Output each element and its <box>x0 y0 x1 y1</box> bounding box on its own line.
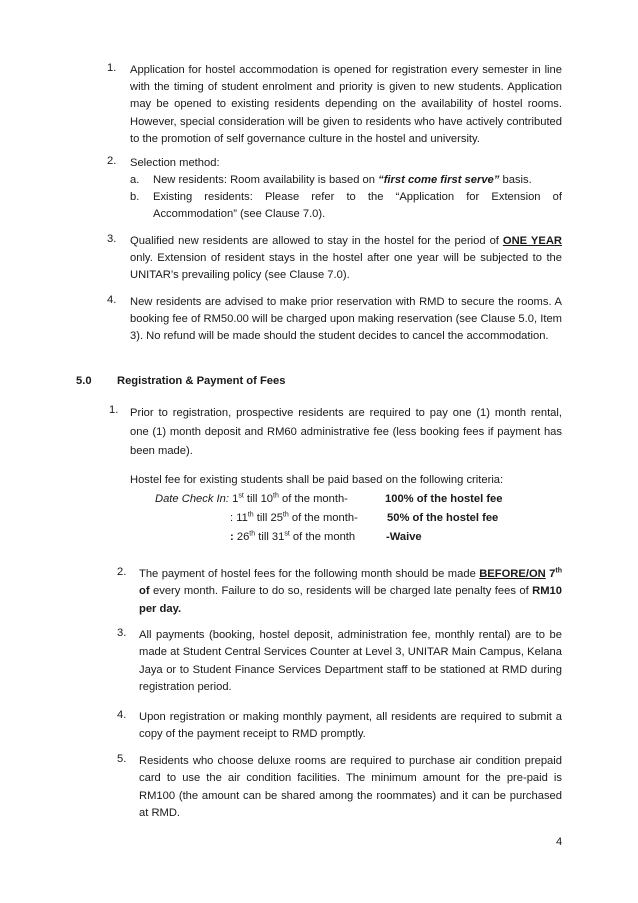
text-run: till 10 <box>243 493 274 505</box>
list-number: 4. <box>107 294 117 306</box>
emphasis: ONE YEAR <box>502 235 562 247</box>
text-run: New residents: Room availability is based on <box>153 174 379 186</box>
sub-item <box>130 189 562 225</box>
text-run: The payment of hostel fees for the following month should be made <box>139 568 480 580</box>
paragraph: Prior to registration, prospective residents are required to pay one (1) month rental, one (1) month deposit and RM60 administrative fee (less booking fees if payment has been made). <box>130 407 562 457</box>
list-number: 2. <box>117 566 127 578</box>
text-run: : <box>230 512 237 524</box>
text-run: of the month- <box>278 493 348 505</box>
list-number: 1. <box>107 62 117 74</box>
paragraph: New residents are advised to make prior reservation with RMD to secure the rooms. A booking fee of RM50.00 will be charged upon making reservation (see Clause 5.0, Item 3). No refund will be made should the student decides to cancel the accommodation. <box>130 296 562 343</box>
text-run: 11 <box>236 512 248 524</box>
sub-item-text: Existing residents: Please refer to the “Application for Extension of Accommodation” (see Clause 7.0). <box>153 191 562 221</box>
list-number: 3. <box>117 627 127 639</box>
emphasis: BEFORE/ON <box>479 568 546 580</box>
list-number: 5. <box>117 753 127 765</box>
paragraph: Application for hostel accommodation is opened for registration every semester in line with the timing of student enrolment and priority is given to new students. Application may be opened to existing residents depending on the availability of hostel rooms. However, special consideration will be given to residents who have actively contributed to the promotion of self governance culture in the hostel and university. <box>130 64 562 145</box>
text-run: 26 <box>236 531 250 543</box>
superscript: th <box>247 511 254 519</box>
criteria-fee: 100% of the hostel fee <box>385 493 503 505</box>
text-run: basis. <box>499 174 532 186</box>
paragraph <box>130 233 562 285</box>
paragraph <box>139 566 562 618</box>
section-number: 5.0 <box>76 375 92 387</box>
text-run: 1 <box>232 493 239 505</box>
text-run: of the month <box>289 531 356 543</box>
page-number: 4 <box>556 836 563 848</box>
text-run: till 31 <box>255 531 285 543</box>
emphasis: “first come first serve” <box>378 174 500 186</box>
text-run: of the month- <box>288 512 358 524</box>
emphasis: of <box>139 585 150 598</box>
criteria-label: Date Check In: <box>155 493 233 505</box>
criteria-row <box>155 493 348 505</box>
emphasis: 7 <box>549 568 556 580</box>
list-number: 2. <box>107 155 117 167</box>
sub-item-text <box>153 172 562 189</box>
section-title: Registration & Payment of Fees <box>117 375 286 387</box>
paragraph: All payments (booking, hostel deposit, administration fee, monthly rental) are to be made at Student Central Services Counter at Level 3, UNITAR Main Campus, Kelana Jaya or to Student Finance Services Department staff to be stationed at RMD during registration period. <box>139 629 562 694</box>
superscript: th <box>249 530 256 538</box>
text-run: every month. Failure to do so, residents will be charged late penalty fees of <box>149 585 533 598</box>
criteria-intro: Hostel fee for existing students shall be paid based on the following criteria: <box>130 474 504 486</box>
text-run: Qualified new residents are allowed to stay in the hostel for the period of <box>130 235 503 247</box>
criteria-row <box>230 512 358 524</box>
list-number: 3. <box>107 233 117 245</box>
criteria-fee: 50% of the hostel fee <box>387 512 499 524</box>
paragraph: Upon registration or making monthly payment, all residents are required to submit a copy of the payment receipt to RMD promptly. <box>139 711 562 741</box>
list-number: 4. <box>117 709 127 721</box>
emphasis: RM10 per day. <box>139 585 562 615</box>
text-run: only. Extension of resident stays in the hostel after one year will be subjected to the UNITAR’s prevailing policy (see Clause 7.0). <box>130 252 562 282</box>
superscript: st <box>238 492 244 500</box>
sub-item-label: a. <box>130 174 140 186</box>
criteria-fee: -Waive <box>386 531 422 543</box>
sub-item <box>130 172 562 190</box>
sub-item-label: b. <box>130 191 140 203</box>
paragraph: Selection method: <box>130 157 220 169</box>
paragraph: Residents who choose deluxe rooms are required to purchase air condition prepaid card to use the air condition facilities. The minimum amount for the pre-paid is RM100 (the amount can be shared among the roommates) and it can be purchased at RMD. <box>139 755 562 820</box>
criteria-row <box>230 531 355 543</box>
text-run: till 25 <box>253 512 283 524</box>
superscript: st <box>284 530 290 538</box>
superscript: th <box>282 511 289 519</box>
list-number: 1. <box>109 404 119 416</box>
superscript: th <box>273 492 279 500</box>
text-run: : <box>230 531 237 543</box>
superscript: th <box>555 567 563 575</box>
